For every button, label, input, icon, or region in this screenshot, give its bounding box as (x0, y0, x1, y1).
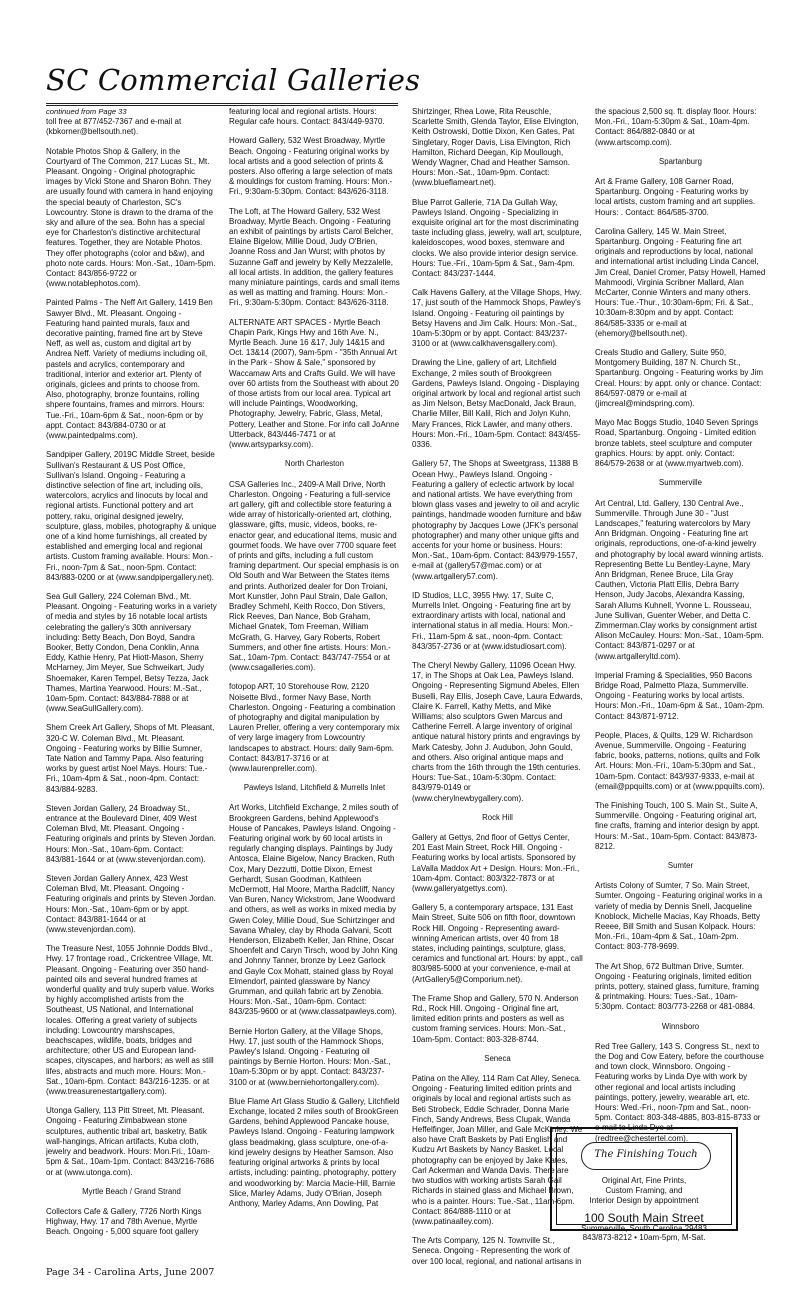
gallery-listing: Creals Studio and Gallery, Suite 950, Montgomery Building, 187 N. Church St., Spartanburg. Ongoing - Featuring works by Jim Creal. Hours: by appt. only or chance. Contact: 864/597-0879 or e-mail at (jimcreal@mindspring.com). (595, 348, 764, 409)
ad-phone-hours: 843/873-8212 • 10am-5pm, M-Sat. (582, 1233, 706, 1242)
section-heading: Spartanburg (659, 156, 702, 166)
gallery-listing: Sandpiper Gallery, 2019C Middle Street, beside Sullivan's Restaurant & US Post Office, Sullivan's Island. Ongoing - Featuring a distinctive selection of fine art, including oils, watercolors, acrylics and linocuts by local and regional artists. Functional pottery and art pottery, raku, original designed jewelry, sculpture, glass, mobiles, photography & unique one of a kind home furnishings, all created by established and emerging local and regional artists. Custom framing available. Hours: Mon.-Fri., noon-7pm & Sat., noon-5pm. Contact: 843/883-0200 or at (www.sandpipergallery.net). (46, 450, 217, 582)
gallery-listing: Collectors Cafe & Gallery, 7726 North Kings Highway, Hwy. 17 and 78th Avenue, Myrtle Beach. Ongoing - 5,000 square foot gallery (46, 1206, 202, 1237)
gallery-listing: The Art Shop, 672 Bultman Drive, Sumter. Ongoing - Featuring originals, limited edition prints, pottery, stained glass, furniture, framing & printmaking. Hours: Tues.-Sat., 10am-5:30pm. Contact: 803/773-2268 or 481-0884. (595, 961, 759, 1012)
section-heading: Pawleys Island, Litchfield & Murrells Inlet (243, 783, 386, 793)
gallery-listing: Artists Colony of Sumter, 7 So. Main Street, Sumter. Ongoing - Featuring original works in a variety of media by Dennis Snell, Jacqueline Knoblock, Michelle Macias, Kay Rhoads, Betty Reeee, Bill Smith and Susan Kolpack. Hours: Mon.-Fri., 10am-4pm & Sat., 10am-2pm. Contact: 803-778-9699. (595, 881, 763, 952)
gallery-listing: People, Places, & Quilts, 129 W. Richardson Avenue, Summerville. Ongoing - Featuring fabric, books, patterns, notions, quilts and Folk Art. Hours: Mon.-Fri., 10am-5:30pm and Sat., 10am-5pm. Contact: 843/937-9333, e-mail at (email@ppquilts.com) or at (www.ppquilts.com). (595, 730, 765, 791)
ad-line: Interior Design by appointment (589, 1196, 699, 1205)
gallery-listing: ID Studios, LLC, 3955 Hwy. 17, Suite C, Murrells Inlet. Ongoing - Featuring fine art by extraordinary artists with local, national and international status in all media. Hours: Mon.-Fri., 11am-5pm & sat., noon-4pm. Contact: 843/357-2736 or at (www.idstudiosart.com). (412, 590, 573, 651)
ad-address: 100 South Main Street (584, 1211, 704, 1225)
gallery-listing: Art Works, Litchfield Exchange, 2 miles south of Brookgreen Gardens, behind Applewood's House of Pancakes, Pawleys Island. Ongoing - Featuring original work by 60 local artists in regularly changing displays. Paintings by Judy Antosca, Elaine Bigelow, Nancy Bracken, Ruth Cox, Mary Dezzutti, Dottie Dixon, Ernest Gerhardt, Susan Goodman, Kathleen McDermott, Hal Moore, Martha Radcliff, Nancy Van Buren, Nancy Wickstrom, Jane Woodward and others, as well as works in mixed media by Gwen Coley, Millie Doud, Sue Schirtzinger and Savana Whaley, clay by Rhoda Galvani, Scott Henderson, Elizabeth Keller, Jan Rhine, Oscar Shoenfelt and Caryn Tirsch, wood by John King and Johnny Tanner, bronze by Leez Garlock and Gayle Cox Mohatt, stained glass by Royal Elmendorf, painted glassware by Nancy Grumman, and quilah fabric art by Zenobia. Hours: Mon.-Sat., 10am-6pm. Contact: 843/235-9600 or at (www.classatpawleys.com). (229, 803, 399, 1017)
gallery-listing: The Loft, at The Howard Gallery, 532 West Broadway, Myrtle Beach. Ongoing - Featuring an exhibit of paintings by artists Carol Belcher, Elaine Bigelow, Millie Doud, Judy O'Brien, Joanne Ross and Jan Wurst; with photos by Suzanne Gaff and jewelry by Kelly Mezzalelle, all local artists. In addition, the gallery features many miniature paintings, cards and small items as well as matting and framing. Hours: Mon.-Fri., 9:30am-5:30pm. Contact: 843/626-3118. (229, 206, 400, 308)
section-heading: Myrtle Beach / Grand Strand (82, 1186, 181, 1196)
gallery-listing: Bernie Horton Gallery, at the Village Shops, Hwy. 17, just south of the Hammock Shops, Pawley's Island. Ongoing - Featuring oil paintings by Bernie Horton. Hours: Mon.-Sat., 10am-5:30pm or by appt. Contact: 843/237-3100 or at (www.berniehortongallery.com). (229, 1026, 391, 1087)
gallery-listing: Howard Gallery, 532 West Broadway, Myrtle Beach. Ongoing - Featuring original works by local artists and a good selection of prints & posters. Also offering a large selection of mats & mouldings for custom framing. Hours: Mon.-Fri., 9:30am-5:30pm. Contact: 843/626-3118. (229, 136, 393, 197)
column-4 (595, 107, 766, 1290)
gallery-listing: Red Tree Gallery, 143 S. Congress St., next to the Dog and Cow Eatery, before the courthouse and town clock, Winnsboro. Ongoing - Featuring works by Linda Dye with work by other regional and local artists including paintings, pottery, jewelry, wearable art, etc. Hours: Wed.-Fri., noon-7pm and Sat., noon-5pm. Contact: 803-348-4885, 803-815-8733 or e-mail to Linda Dye at (redtree@chestertel.com). (595, 1041, 764, 1143)
gallery-listing: Shem Creek Art Gallery, Shops of Mt. Pleasant, 320-C W. Coleman Blvd., Mt. Pleasant. Ongoing - Featuring works by Billie Sumner, Tate Nation and Tammy Papa. Also featuring works by guest artist Noel Mays. Hours: Tue.-Fri., 10am-4pm & Sat., noon-4pm. Contact: 843/884-9283. (46, 723, 215, 794)
gallery-listing: Steven Jordan Gallery Annex, 423 West Coleman Blvd, Mt. Pleasant. Ongoing - Featuring originals and prints by Steven Jordan. Hours: Mon.-Sat., 10am-6pm or by appt. Contact: 843/881-1644 or at (www.stevenjordan.com). (46, 874, 216, 935)
column-body (46, 117, 217, 1237)
gallery-listing: Imperial Framing & Specialities, 950 Bacons Bridge Road, Palmetto Plaza, Summerville. Ongoing - Featuring works by local artists. Hours: Mon.-Fri., 10am-6pm & Sat., 10am-2pm. Contact: 843/871-9712. (595, 670, 765, 721)
column-body (595, 107, 766, 1144)
gallery-listing: The Frame Shop and Gallery, 570 N. Anderson Rd., Rock Hill. Ongoing - Original fine art, limited edition prints and posters as well as custom framing services. Hours: Mon.-Sat., 10am-5pm. Contact: 803-328-8744. (412, 993, 579, 1044)
gallery-listing: Shirtzinger, Rhea Lowe, Rita Reuschle, Scarlette Smith, Glenda Taylor, Elise Elvington, Keith Ostrowski, Dottie Dixon, Ken Gates, Pat Singletary, Roger Davis, Lisa Elvington, Rich Hamilton, Richard Deegan, Kip Moullough, Wendy Wagner, Chad and Heather Samson. Hours: Mon.-Sat., 10am-9pm. Contact: (www.blueflameart.net). (412, 107, 579, 188)
gallery-listing: toll free at 877/452-7367 and e-mail at (kbkorner@bellsouth.net). (46, 117, 182, 137)
gallery-listing: Steven Jordan Gallery, 24 Broadway St., entrance at the Boulevard Diner, 409 West Coleman Blvd, Mt. Pleasant. Ongoing - Featuring originals and prints by Steven Jordan. Hours: Mon.-Sat., 10am-6pm. Contact: 843/881-1644 or at (www.stevenjordan.com). (46, 803, 216, 864)
gallery-listing: Utonga Gallery, 113 Pitt Street, Mt. Pleasant. Ongoing - Featuring Zimbabwean stone sculptures, authentic tribal art, basketry, Batik wall-hangings, African artifacts, Kuba cloth, jewelry and beadwork. Hours: Mon.Fri., 10am-5pm & Sat., 10am-1pm. Contact: 843/216-7686 or at (www.utonga.com). (46, 1106, 215, 1177)
listing-columns (46, 107, 788, 1296)
gallery-listing: Gallery 5, a contemporary artspace, 131 East Main Street, Suite 506 on fifth floor, downtown Rock Hill. Ongoing - Representing award-winning American artists, over 40 from 18 states, including paintings, sculpture, glass, ceramics and functional art. Hours: by appt., call 803/985-5000 at your convenience, e-mail at (ArtGallery5@Comporium.net). (412, 903, 583, 984)
ad-logo-oval (581, 1142, 711, 1170)
gallery-listing: Patina on the Alley, 114 Ram Cat Alley, Seneca. Ongoing - Featuring limited edition prints and originals by local and regional artists such as Beti Strobeck, Eddie Schrader, Donna Marie Finch, Sandy Andrews, Bess Clupak, Wanda Heffelfinger, Joan Miller, and Gale McKinley. We also have Craft Baskets by Pati English and Kudzu Art Baskets by Nancy Basket. Local photography can be enjoyed by Jake Kates, Carl Ackerman and Wanda Davis. There are two studios with working artists Sarah Gail Richards in stained glass and Michael Brown, who is a painter. Hours: Tue.-Sat., 11am-6pm. Contact: 864/888-1110 or at (www.patinaalley.com). (412, 1074, 583, 1226)
continued-note: continued from Page 33 (46, 107, 127, 116)
ad-inner-border (556, 1133, 732, 1242)
gallery-listing: Mayo Mac Boggs Studio, 1040 Seven Springs Road, Spartanburg. Ongoing - Limited edition bronze tablets, steel sculpture and computer graphics. Hours: by appt. only. Contact: 864/579-2638 or at (www.myartweb.com). (595, 418, 759, 469)
section-heading: Seneca (484, 1053, 511, 1063)
gallery-listing: Drawing the Line, gallery of art, Litchfield Exchange, 2 miles south of Brookgreen Gardens, Pawleys Island. Ongoing - Displaying original artwork by local and regional artist such as Jim Nelson, Betsy MacDonald, Jack Braun, Charlie Miller, Bill Kalil, Rich and Jolyn Kuhn, Mary Frances, Rick Lawler, and many others. Hours: Mon.-Fri., 10am-5pm. Contact: 843/455-0336. (412, 358, 581, 450)
ad-description (557, 1176, 731, 1206)
ad-logo-text: The Finishing Touch (594, 1149, 698, 1160)
column-body (412, 107, 583, 1267)
gallery-listing: The Finishing Touch, 100 S. Main St., Suite A, Summerville. Ongoing - Featuring original art, fine crafts, framing and interior design by appt. Hours: M.-Sat., 10am-5pm. Contact: 843/873-8212. (595, 800, 760, 851)
gallery-listing: Gallery 57, The Shops at Sweetgrass, 11388 B Ocean Hwy., Pawleys Island. Ongoing - Featuring a gallery of eclectic artwork by local and national artists. We have everything from blown glass vases and jewelry to oil and acrylic paintings, handmade wooden furniture and b&w photography by Jacques Lowe (JFK's personal photographer) and many other unique gifts and accents for your home or business. Hours: Mon.-Sat., 10am-6pm. Contact: 843/979-1557, e-mail at (gallery57@mac.com) or at (www.artgallery57.com). (412, 459, 582, 581)
gallery-listing: CSA Galleries Inc., 2409-A Mall Drive, North Charleston. Ongoing - Featuring a full-service art gallery, gift and collectible store featuring a wide array of historically-oriented art, clothing, glassware, gifts, music, videos, books, re-enactor gear, and educational items, music and gourmet foods. We have over 7700 square feet of prints and gifts, including a full custom framing department. Our special emphasis is on Old South and War Between the States items and prints. Authorized dealer for Don Troiani, Mort Kunstler, John Paul Strain, Dale Gallon, Bradley Schmehl, Keith Rocco, Don Stivers, Rick Reeves, Dan Nance, Bob Graham, Michael Gnatek, Tom Freeman, William McGrath, G. Harvey, Gary Roberts, Robert Summers, and other fine artists. Hours: Mon.-Sat., 10am-7pm. Contact: 843/747-7554 or at (www.csagalleries.com). (229, 479, 399, 673)
gallery-listing: ALTERNATE ART SPACES - Myrtle Beach Chapin Park, Kings Hwy and 16th Ave. N., Myrtle Beach. June 16 &17, July 14&15 and Oct. 13&14 (2007), 9am-5pm - "35th Annual Art in the Park - Show & Sale," sponsored by Waccamaw Arts and Crafts Guild. We will have over 60 artists from the Southeast with about 20 of those artists from our local area. Typical art will include Paintings, Woodworking, Photography, Jewelry, Fabric, Glass, Metal, Pottery, Leather and Stone. For info call JoAnne Utterback, 843/446-7471 or at (www.artsyparksy.com). (229, 317, 400, 450)
gallery-listing: Notable Photos Shop & Gallery, in the Courtyard of The Common, 217 Lucas St., Mt. Pleasant. Ongoing - Original photographic images by Vicki Stone and Sharon Bohn. They are usually found with camera in hand enjoying the special beauty of Charleston, SC's Lowcountry. Stone is drawn to the drama of the sky and allure of the sea. Bohn has a special eye for Charleston's distinctive architectural features. Together, they are Notable Photos. They offer photographs (color and b&w), and photo note cards. Hours: Mon.-Sat., 10am-5pm. Contact: 843/856-9722 or (www.notablephotos.com). (46, 146, 216, 289)
column-body (229, 107, 400, 1209)
column-1 (46, 107, 217, 1290)
section-heading: Winnsboro (661, 1021, 700, 1031)
gallery-listing: Art Central, Ltd. Gallery, 130 Central Ave., Summerville. Through June 30 - "Just Landscapes," featuring watercolors by Mary Ann Bridgman. Ongoing - Featuring fine art originals, reproductions, one-of-a-kind jewelry and photography by local award winning artists. Representing Bette Lu Bentley-Layne, Mary Ann Bridgman, Renee Bruce, Lila Gray Cauthen, Victoria Platt Ellis, Debra Barry Henson, Judy Jacobs, Alexandra Kassing, Sarah Allums Kuhnell, Yvonne L. Rousseau, June Sullivan, Guenter Weber, and Detta C. Zimmerman.Clay works by consignment artist Alison McCauley. Hours: Mon.-Sat., 10am-5pm. Contact: 843/871-0297 or at (www.artgalleryltd.com). (595, 498, 764, 661)
page-footer: Page 34 - Carolina Arts, June 2007 (46, 1267, 215, 1278)
gallery-listing: Calk Havens Gallery, at the Village Shops, Hwy. 17, just south of the Hammock Shops, Pawley's Island. Ongoing - Featuring oil paintings by Betsy Havens and Jim Calk. Hours: Mon.-Sat., 10am-5:30pm or by appt. Contact: 843/237-3100 or at (www.calkhavensgallery.com). (412, 288, 582, 349)
gallery-listing: the spacious 2,500 sq. ft. display floor. Hours: Mon.-Fri., 10am-5:30pm & Sat., 10am-4pm. Contact: 864/882-0840 or at (www.artscomp.com). (595, 107, 757, 147)
gallery-listing: Blue Parrot Gallerie, 71A Da Gullah Way, Pawleys Island. Ongoing - Specializing in exquisite original art for the most discriminating taste including glass, jewelry, wall art, sculpture, kaleidoscopes, wood boxes, stemware and clocks. We also provide interior design service. Hours: Tue.-Fri., 10am-5pm & Sat., 9am-4pm. Contact: 843/237-1444. (412, 197, 582, 279)
gallery-listing: The Arts Company, 125 N. Townville St., Seneca. Ongoing - Representing the work of over 100 local, regional, and national artisans in (412, 1236, 582, 1266)
gallery-listing: Gallery at Gettys, 2nd floor of Gettys Center, 201 East Main Street, Rock Hill. Ongoing - Featuring works by local artists. Sponsored by LaValla Maddox Art + Design. Hours: Mon.-Fri., 10am-4pm. Contact: 803/322-7873 or at (www.galleryatgettys.com). (412, 833, 580, 894)
gallery-listing: Art & Frame Gallery, 108 Garner Road, Spartanburg. Ongoing - Featuring works by local artists, custom framing and art supplies. Hours: . Contact: 864/585-3700. (595, 177, 756, 217)
gallery-listing: Blue Flame Art Glass Studio & Gallery, Litchfield Exchange, located 2 miles south of BrookGreen Gardens, behind Applewood Pancake house, Pawleys Island. Ongoing - Featuring lampwork glass beadmaking, glass sculpture, one-of-a-kind jewelry designs by Heather Samson. Also featuring original artworks & prints by local artists, including: painting, photography, pottery and woodworking by: Marcia Macie-Hill, Barnie Slice, Marley Adams, Judy O'Brian, Joseph Anthony, Marley Adams, Ann Dowling, Pat (229, 1096, 400, 1208)
ad-city: Summerville, South Carolina 29483 (581, 1224, 707, 1233)
page-title: SC Commercial Galleries (46, 63, 421, 97)
ad-line: Custom Framing, and (605, 1186, 683, 1195)
finishing-touch-ad (550, 1127, 738, 1242)
gallery-listing: featuring local and regional artists. Hours: Regular cafe hours. Contact: 843/449-9370. (229, 107, 385, 127)
section-heading: Sumter (667, 861, 694, 870)
section-heading: Rock Hill (482, 812, 513, 822)
gallery-listing: Painted Palms - The Neff Art Gallery, 1419 Ben Sawyer Blvd., Mt. Pleasant. Ongoing - Featuring hand painted murals, faux and decorative painting, framed fine art by Steve Neff, as well as, custom and digital art by Andrea Neff. Variety of mediums including oil, pastels and acrylics, contemporary and traditional, interior and exterior art. Plenty of originals, giclees and prints to choose from. Also, photography, bronze fountains, rolling shpere fountains, frames and mirrors. Hours: Tue.-Fri., 10am-6pm & Sat., noon-6pm or by appt. Contact: 843/884-0730 or at (www.paintedpalms.com). (46, 298, 213, 441)
gallery-listing: The Cheryl Newby Gallery, 11096 Ocean Hwy. 17, in The Shops at Oak Lea, Pawleys Island. Ongoing - Representing Sigmund Abeles, Ellen Buselli, Ray Ellis, Joseph Cave, Laura Edwards, Claire K. Farrell, Kathy Metts, and Mike Williams; also sculptors Gwen Marcus and Catherine Ferrell. A large inventory of original antique natural history prints and engravings by Mark Catesby, John J. Audubon, John Gould, and others. Also original antique maps and charts from the 16th through the 19th centuries. Hours: Tue-Sat., 10am-5:30pm. Contact: 843/979-0149 or (www.cherylnewbygallery.com). (412, 660, 583, 803)
gallery-listing: Sea Gull Gallery, 224 Coleman Blvd., Mt. Pleasant. Ongoing - Featuring works in a variety of media and styles by 16 notable local artists celebrating the gallery's 30th anniversary including: Betty Beach, Don Boyd, Sandra Booker, Betty Condon, Dena Conklin, Anna Eddy, Kathie Henry, Pat Hiott-Mason, Sherry McHarney, Jim Meyer, Sue Schweikart, Judy Shoemaker, Karen Tempel, Betsy Tezza, Jack Thames, Martina Yearwood. Hours: M.-Sat., 10am-5pm. Contact: 843/884-7888 or at (www.SeaGullGallery.com). (46, 591, 217, 714)
column-2 (229, 107, 400, 1290)
column-3 (412, 107, 583, 1290)
gallery-listing: fotopop ART, 10 Storehouse Row, 2120 Noisette Blvd., former Navy Base, North Charleston. Ongoing - Featuring a combination of photography and digital manipulation by Lauren Preller, offering a very contemporary mix of very large imagery from Lowcountry landscapes to abstract. Hours: daily 9am-6pm. Contact: 843/817-3716 or at (www.laurenpreller.com). (229, 682, 400, 773)
gallery-listing: Carolina Gallery, 145 W. Main Street, Spartanburg. Ongoing - Featuring fine art originals and reproductions by local, national and international artist including Linda Cancel, Jim Creal, Daniel Cromer, Patsy Howell, Hamed Mahmoodi, Virginia Scribner Mallard, Alan McCarter, Connie Winters and many others. Hours: Tue.-Thur., 10:30am-6pm; Fri. & Sat., 10:30am-8:30pm and by appt. Contact: 864/585-3335 or e-mail at (ehemory@bellsouth.net). (595, 226, 766, 338)
title-rule (46, 103, 398, 106)
section-heading: Summerville (659, 478, 702, 488)
section-heading: North Charleston (285, 459, 344, 469)
ad-line: Original Art, Fine Prints, (601, 1176, 687, 1185)
gallery-listing: The Treasure Nest, 1055 Johnnie Dodds Blvd., Hwy. 17 frontage road., Crickentree Village, Mt. Pleasant. Ongoing - Featuring over 350 hand-painted oils and several hundred frames at wonderful quality and truly superb value. Works by highly accomplished artists from the Southeast, US National, and International locales. Offering a great variety of subjects including: Lowcountry marshscapes, beachscapes, wildlife, boats, bridges and architecture; other US and European land-scapes, cityscapes, and harbors; as well as still lifes, abstracts and much more. Hours: Mon.-Sat., 10am-6pm. Contact: 843/216-1235. or at (www.treasurenestartgallery.com). (46, 944, 214, 1097)
